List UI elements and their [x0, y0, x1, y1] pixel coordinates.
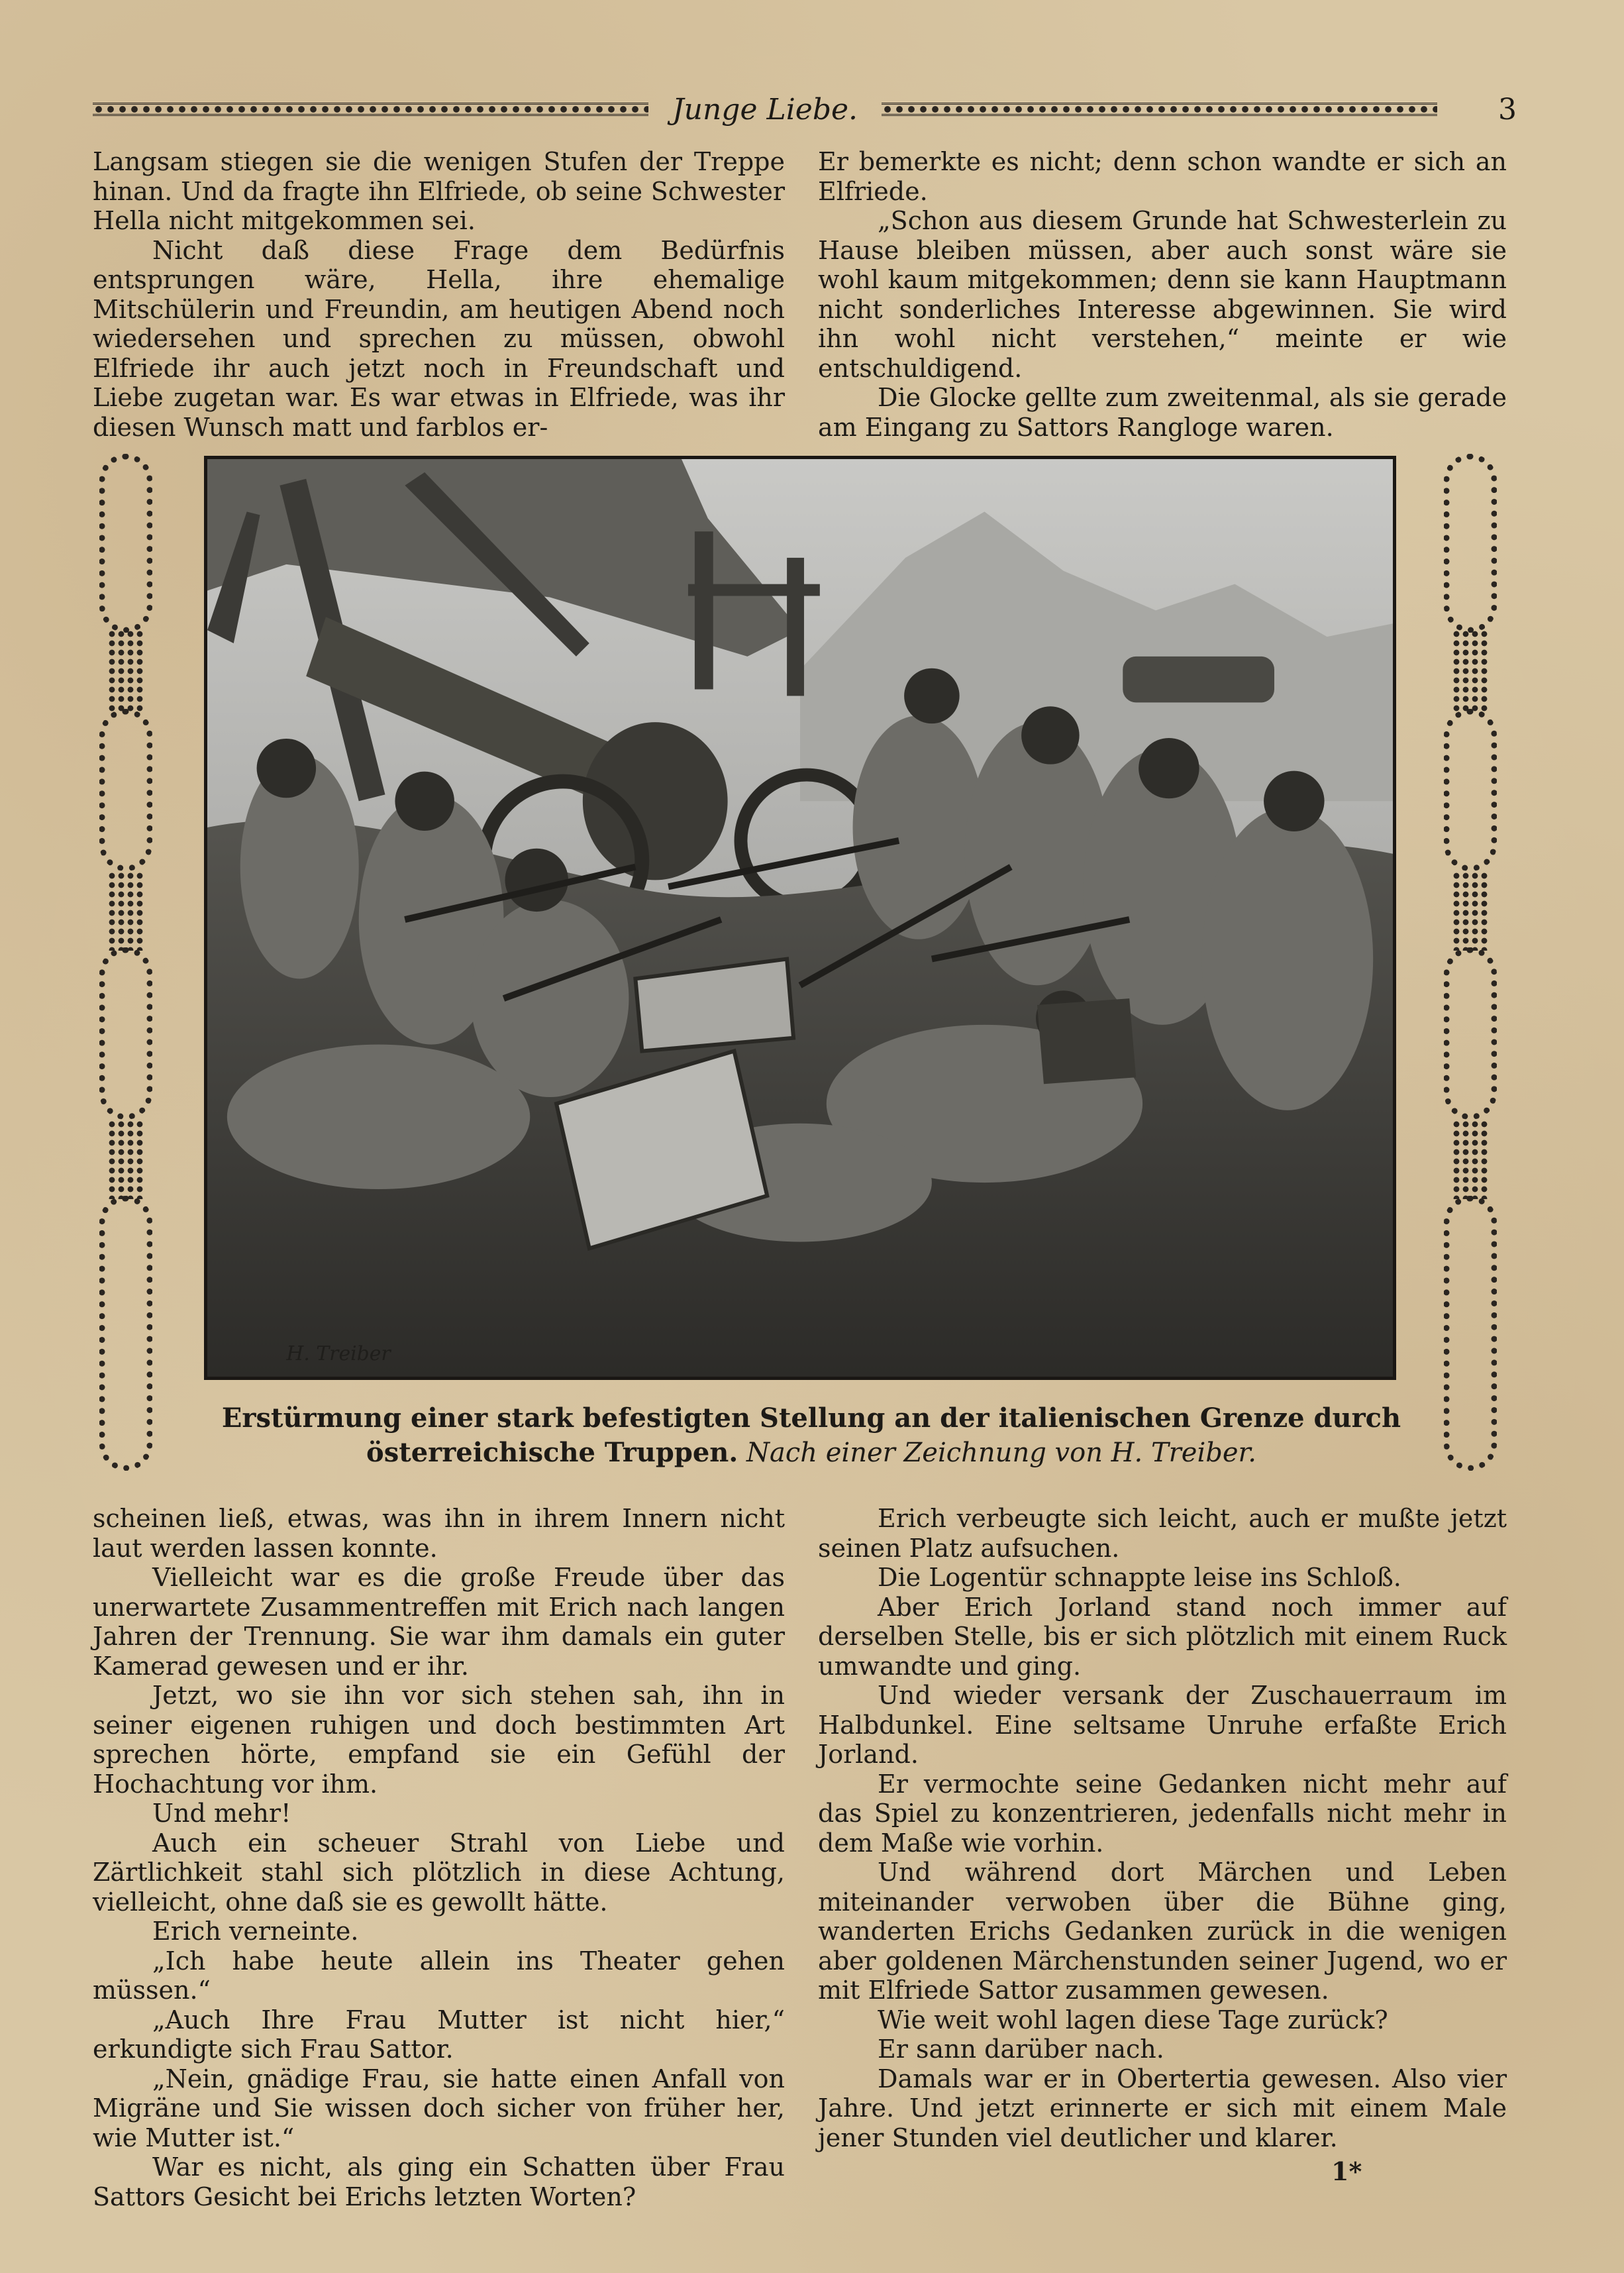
side-ornament-right [1437, 454, 1503, 1471]
caption-credit: Nach einer Zeichnung von H. Treiber. [746, 1438, 1256, 1468]
column-bottom-left [93, 1504, 785, 2211]
paragraph: Er vermochte seine Gedanken nicht mehr auf das Spiel zu konzentrieren, jedenfalls nicht mehr in dem Maße wie vorhin. [818, 1769, 1507, 1858]
paragraph: Aber Erich Jorland stand noch immer auf derselben Stelle, bis er sich plötzlich mit einem Ruck umwandte und ging. [818, 1592, 1507, 1681]
battle-illustration [204, 456, 1396, 1380]
caption-title: Erstürmung einer stark befestigten Stellung an der italienischen Grenze durch österreichische Truppen. [221, 1402, 1401, 1468]
paragraph: Langsam stiegen sie die wenigen Stufen der Treppe hinan. Und da fragte ihn Elfriede, ob seine Schwester Hella nicht mitgekommen sei. [93, 147, 785, 235]
paragraph: scheinen ließ, etwas, was ihn in ihrem Innern nicht laut werden lassen konnte. [93, 1504, 785, 1563]
illustration-caption [192, 1401, 1431, 1470]
paragraph: Vielleicht war es die große Freude über das unerwartete Zusammentreffen mit Erich nach langen Jahren der Trennung. Sie war ihm damals ein guter Kamerad gewesen und er ihr. [93, 1563, 785, 1681]
running-header [93, 86, 1517, 132]
side-ornament-left [93, 454, 159, 1471]
battle-drawing [207, 459, 1393, 1377]
paragraph: Und während dort Märchen und Leben miteinander verwoben über die Bühne ging, wanderten Erichs Gedanken zurück in die wenigen aber goldenen Märchenstunden seiner Jugend, wo er mit Elfriede Sattor zusammen gewesen. [818, 1858, 1507, 2005]
header-ornament-right [882, 103, 1437, 116]
illustration-signature: H. Treiber [286, 1342, 391, 1366]
running-title: Junge Liebe. [672, 92, 858, 127]
paragraph: Und wieder versank der Zuschauerraum im Halbdunkel. Eine seltsame Unruhe erfaßte Erich Jorland. [818, 1681, 1507, 1769]
paragraph: Auch ein scheuer Strahl von Liebe und Zärtlichkeit stahl sich plötzlich in diese Achtung, vielleicht, ohne daß sie es gewollt hätte. [93, 1828, 785, 1917]
paragraph: Erich verbeugte sich leicht, auch er mußte jetzt seinen Platz aufsuchen. [818, 1504, 1507, 1563]
paragraph: „Auch Ihre Frau Mutter ist nicht hier,“ erkundigte sich Frau Sattor. [93, 2005, 785, 2064]
paragraph: Jetzt, wo sie ihn vor sich stehen sah, ihn in seiner eigenen ruhigen und doch bestimmten Art sprechen hörte, empfand sie ein Gefühl der Hochachtung vor ihm. [93, 1681, 785, 1799]
paragraph: Und mehr! [152, 1799, 291, 1828]
paragraph: War es nicht, als ging ein Schatten über Frau Sattors Gesicht bei Erichs letzten Worten? [93, 2152, 785, 2211]
page-number: 3 [1498, 92, 1517, 127]
signature-mark: 1* [1331, 2156, 1362, 2186]
column-bottom-right [818, 1504, 1507, 2152]
paragraph: „Nein, gnädige Frau, sie hatte einen Anfall von Migräne und Sie wissen doch sicher von früher her, wie Mutter ist.“ [93, 2064, 785, 2152]
header-ornament-left [93, 103, 648, 116]
paragraph: Erich verneinte. [152, 1917, 359, 1946]
paragraph: Wie weit wohl lagen diese Tage zurück? [878, 2005, 1388, 2035]
paragraph: Damals war er in Obertertia gewesen. Also vier Jahre. Und jetzt erinnerte er sich mit einem Male jener Stunden viel deutlicher und klarer. [818, 2064, 1507, 2152]
column-top-right [818, 147, 1507, 442]
paragraph: Die Glocke gellte zum zweitenmal, als sie gerade am Eingang zu Sattors Rangloge waren. [818, 383, 1507, 442]
paragraph: Nicht daß diese Frage dem Bedürfnis entsprungen wäre, Hella, ihre ehemalige Mitschülerin und Freundin, am heutigen Abend noch wiedersehen und sprechen zu müssen, obwohl Elfriede ihr auch jetzt noch in Freundschaft und Liebe zugetan war. Es war etwas in Elfriede, was ihr diesen Wunsch matt und farblos er- [93, 235, 785, 442]
paragraph: Er bemerkte es nicht; denn schon wandte er sich an Elfriede. [818, 147, 1507, 206]
column-top-left [93, 147, 785, 442]
paragraph: „Ich habe heute allein ins Theater gehen müssen.“ [93, 1946, 785, 2005]
paragraph: Die Logentür schnappte leise ins Schloß. [878, 1563, 1401, 1592]
paragraph: Er sann darüber nach. [878, 2035, 1164, 2064]
paragraph: „Schon aus diesem Grunde hat Schwesterlein zu Hause bleiben müssen, aber auch sonst wäre sie wohl kaum mitgekommen; denn sie kann Hauptmann nicht sonderliches Interesse abgewinnen. Sie wird ihn wohl nicht verstehen,“ meinte er wie entschuldigend. [818, 206, 1507, 383]
